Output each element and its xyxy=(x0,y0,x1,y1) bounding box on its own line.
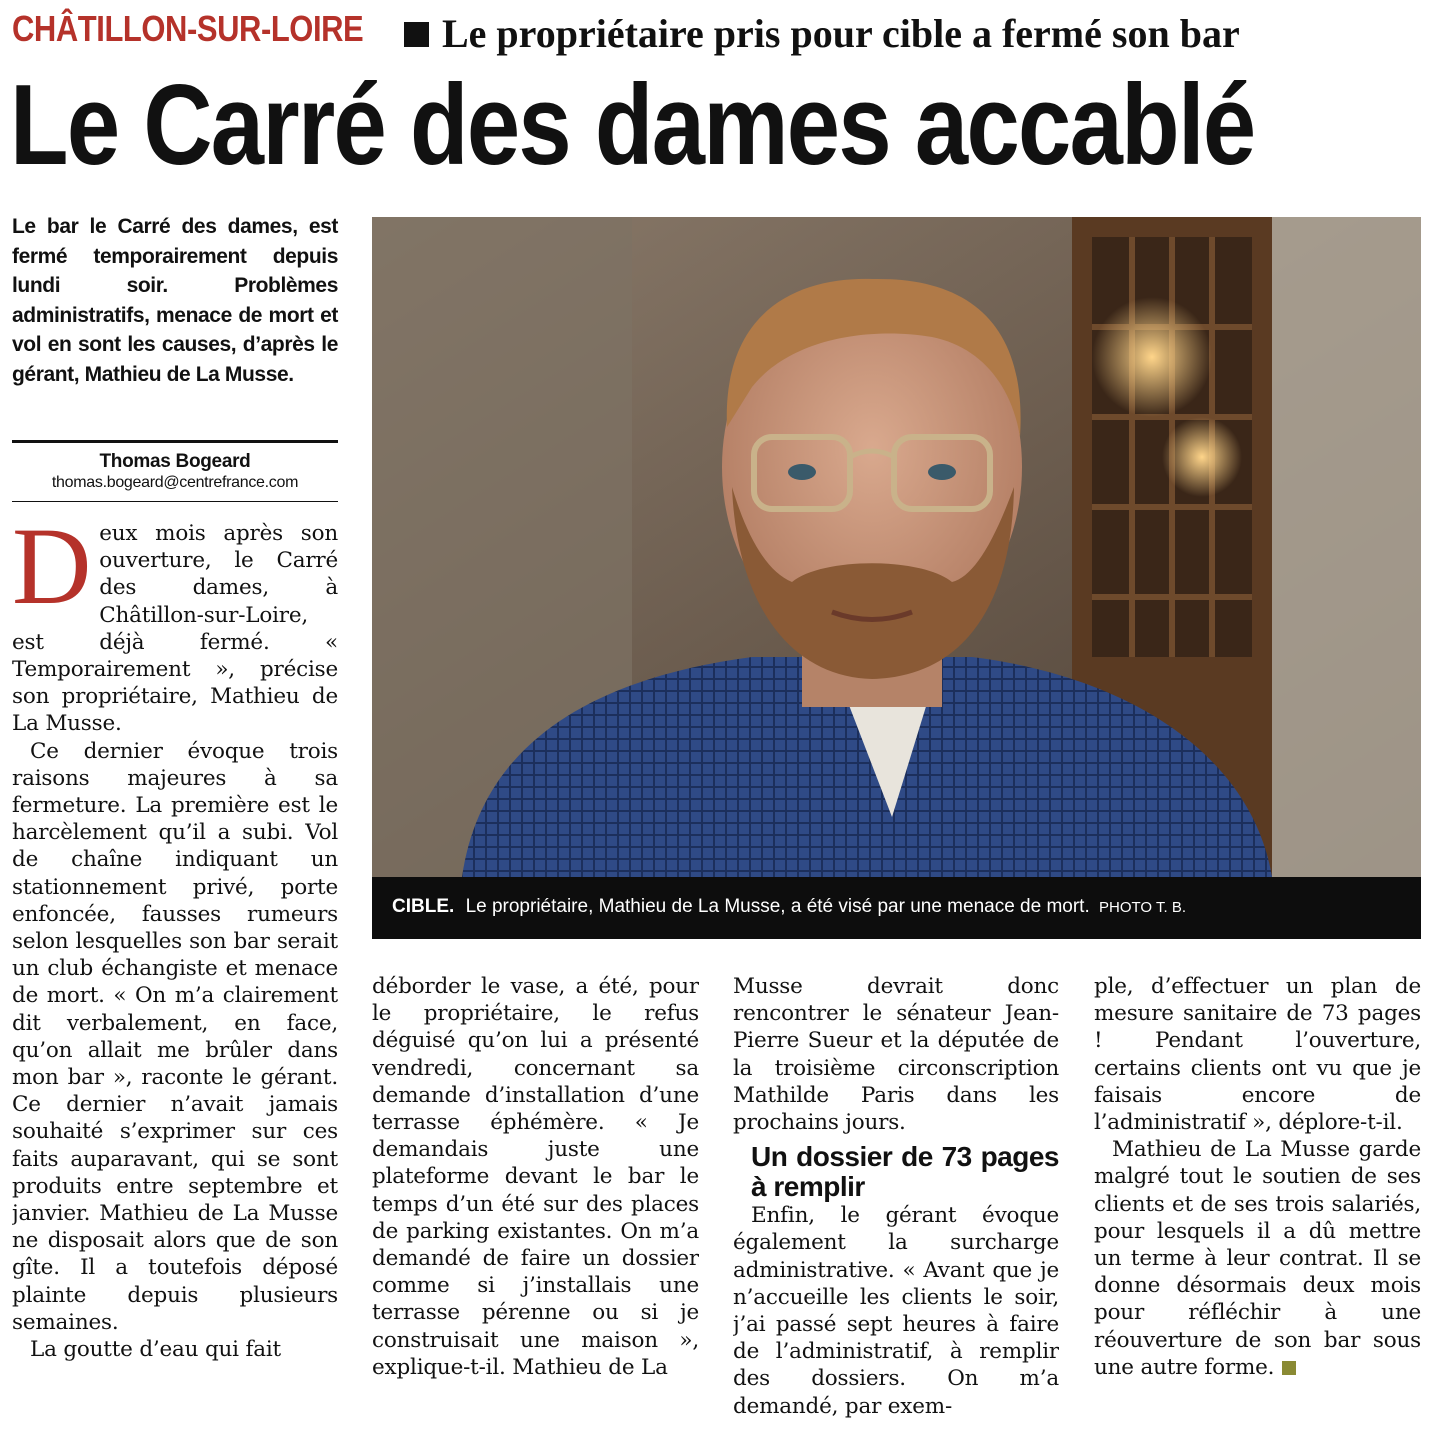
article-paragraph xyxy=(12,520,338,738)
drop-cap: D xyxy=(12,520,92,627)
caption-text: Le propriétaire, Mathieu de La Musse, a été visé par une menace de mort. xyxy=(465,896,1090,917)
caption-lead: CIBLE. xyxy=(392,896,455,917)
article-paragraph: déborder le vase, a été, pour le propriétaire, le refus déguisé qu’on lui a présenté vendredi, concernant sa demande d’installation d’une terrasse éphémère. « Je demandais juste une plateforme devant le bar le temps d’un été sur des places de parking existantes. On m’a demandé de faire un dossier comme si j’installais une terrasse pérenne ou si je construisait une maison », explique-t-il. Mathieu de La xyxy=(372,974,699,1380)
article-paragraph: Musse devrait donc rencontrer le sénateur Jean-Pierre Sueur et la députée de la troisième circonscription Mathilde Paris dans les prochains jours. xyxy=(733,974,1059,1136)
portrait-illustration xyxy=(372,217,1421,877)
paragraph-text: Mathieu de La Musse garde malgré tout le soutien de ses clients et de ses trois salariés, pour lesquels il a dû mettre un terme à leur contrat. Il se donne désormais deux mois pour réfléchir à une réouverture de son bar sous une autre forme. xyxy=(1094,1137,1421,1380)
kicker-location: CHÂTILLON-SUR-LOIRE xyxy=(12,8,364,49)
kicker-separator-square xyxy=(404,22,429,47)
byline xyxy=(12,440,338,502)
kicker xyxy=(12,8,1422,68)
article-column-1 xyxy=(12,520,338,1450)
article-column-4 xyxy=(1094,973,1421,1451)
author-email: thomas.bogeard@centrefrance.com xyxy=(51,474,299,491)
article-column-3 xyxy=(733,973,1059,1451)
paragraph-text: eux mois après son ouverture, le Carré des dames, à Châtillon-sur-Loire, est déjà fermé. « Temporairement », précise son propriétaire, Mathieu de La Musse. xyxy=(12,521,338,737)
article-paragraph: La goutte d’eau qui fait xyxy=(30,1337,281,1363)
article-paragraph: Ce dernier évoque trois raisons majeures à sa fermeture. La première est le harcèlement qu’il a subi. Vol de chaîne indiquant un stationnement privé, porte enfoncée, fausses rumeurs selon lesquelles son bar serait un club échangiste et menace de mort. « On m’a clairement dit verbalement, en face, qu’on allait me brûler dans mon bar », raconte le gérant. Ce dernier n’avait jamais souhaité s’exprimer sur ces faits auparavant, qui se sont produits entre septembre et janvier. Mathieu de La Musse ne disposait alors que de son gîte. Il a toutefois déposé plainte depuis plusieurs semaines. xyxy=(12,738,338,1335)
photo-caption xyxy=(372,877,1421,939)
end-of-article-mark xyxy=(1282,1361,1296,1375)
author-name: Thomas Bogeard xyxy=(99,451,251,472)
article-photo xyxy=(372,217,1421,877)
article-column-2 xyxy=(372,973,699,1451)
photo-credit: PHOTO T. B. xyxy=(1099,899,1186,916)
standfirst: Le bar le Carré des dames, est fermé temporairement depuis lundi soir. Problèmes administratifs, menace de mort et vol en sont les causes, d’après le gérant, Mathieu de La Musse. xyxy=(12,215,338,386)
article-paragraph xyxy=(1094,1136,1421,1381)
article-paragraph: ple, d’effectuer un plan de mesure sanitaire de 73 pages ! Pendant l’ouverture, certains clients ont vu que je faisais encore de l’administratif », déplore-t-il. xyxy=(1094,974,1421,1136)
section-subhead: Un dossier de 73 pages à remplir xyxy=(751,1141,1059,1203)
headline: Le Carré des dames accablé xyxy=(10,62,1255,189)
article-paragraph: Enfin, le gérant évoque également la surcharge administrative. « Avant que je n’accueille les clients le soir, j’ai passé sept heures à faire de l’administratif, à remplir des dossiers. On m’a demandé, par exem- xyxy=(733,1203,1059,1419)
kicker-subtitle: Le propriétaire pris pour cible a fermé son bar xyxy=(442,11,1240,56)
